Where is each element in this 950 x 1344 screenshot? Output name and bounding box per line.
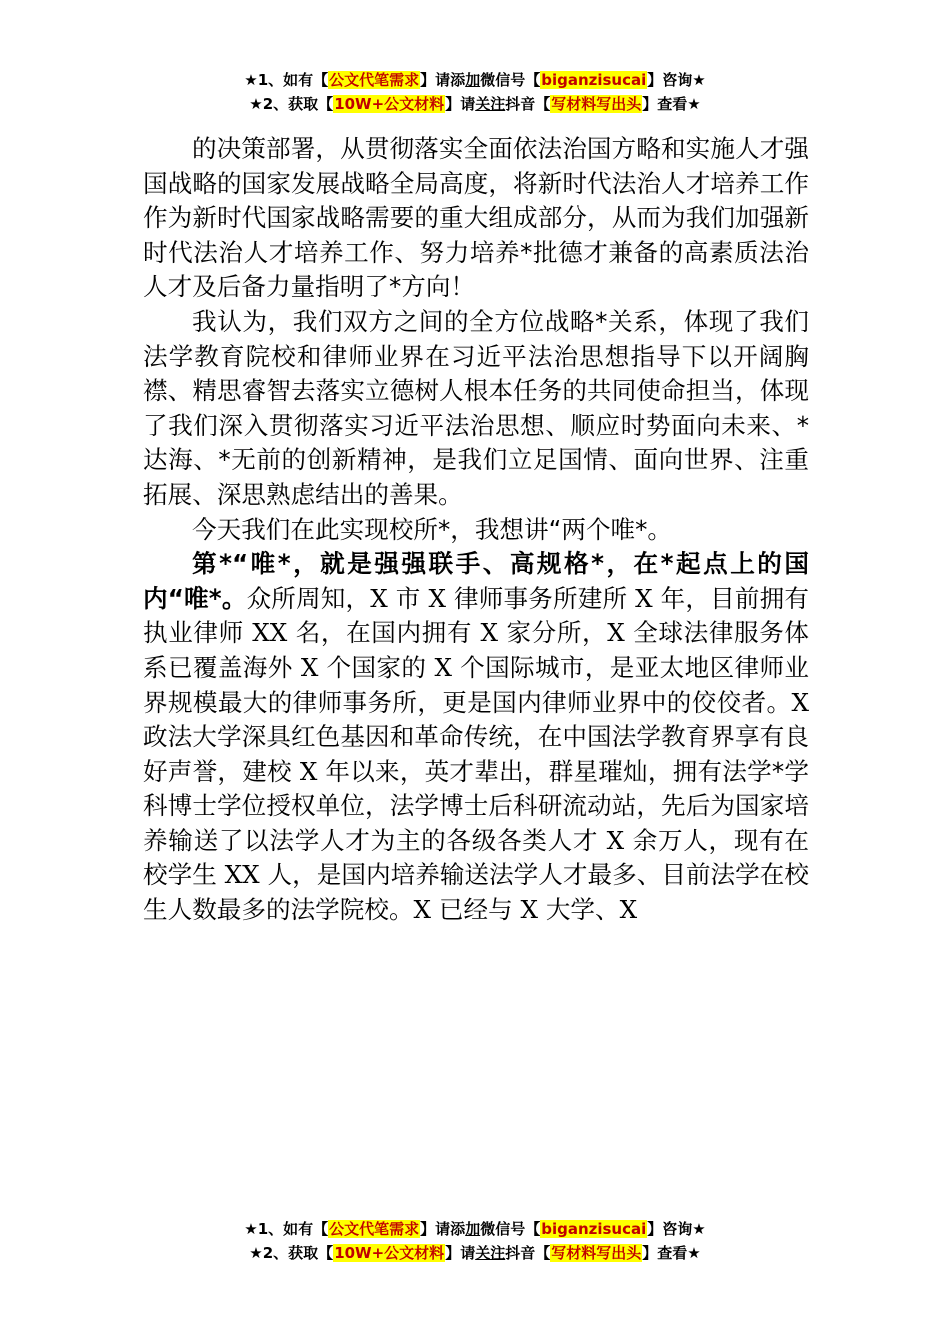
paragraph-4-text — [143, 584, 809, 924]
highlight-service: 公文代笔需求 — [329, 1220, 420, 1238]
placeholder-x: X — [370, 583, 388, 613]
placeholder-x: X — [428, 583, 447, 613]
placeholder-x: X — [520, 895, 538, 925]
text-segment: 大学、 — [538, 895, 620, 925]
placeholder-x: X — [607, 618, 625, 648]
document-body — [143, 132, 809, 928]
paragraph-4 — [143, 547, 809, 928]
placeholder-x: XX — [224, 860, 260, 890]
paragraph-1: 的决策部署，从贯彻落实全面依法治国方略和实施人才强国战略的国家发展战略全局高度，将新时代法治人才培养工作作为新时代国家战略需要的重大组成部分，从而为我们加强新时代法治人才培养工作、努力培养*批德才兼备的高素质法治人才及后备力量指明了*方向！ — [143, 134, 809, 302]
placeholder-x: X — [635, 583, 653, 613]
text-segment: 名，在国内拥有 — [287, 618, 481, 648]
placeholder-x: X — [606, 825, 625, 855]
text-segment: 众所周知， — [246, 583, 371, 613]
placeholder-x: X — [413, 895, 432, 925]
text-segment: 人，是国内培养输送法学人才最多、目前法学在校生人数最多的法学院校。 — [143, 860, 809, 925]
text-segment: 政法大学深具红色基因和革命传统，在中国法学教育界享有良好声誉，建校 — [143, 722, 809, 786]
text-segment: 年以来，英才辈出，群星璀灿，拥有法学*学科博士学位授权单位，法学博士后科研流动站，先后为国家培养输送了以法学人才为主的各级各类人才 — [143, 756, 809, 855]
text-segment: 市 — [387, 583, 429, 613]
text-segment: 全球法律服务体系已覆盖海外 — [143, 618, 809, 682]
highlight-douyin: 写材料写出头 — [551, 1244, 642, 1262]
footer-line-2: ★2、获取【10W+公文材料】请关注抖音【写材料写出头】查看★ — [249, 1244, 701, 1262]
highlight-materials: 10W+公文材料 — [334, 95, 445, 113]
header-banner — [0, 68, 950, 116]
highlight-wechat-id: biganzisucai — [541, 1220, 647, 1238]
placeholder-x: X — [434, 652, 452, 682]
text-segment: 已经与 — [431, 895, 521, 925]
placeholder-x: XX — [252, 618, 288, 648]
placeholder-x: X — [791, 687, 809, 717]
highlight-douyin: 写材料写出头 — [551, 95, 642, 113]
highlight-service: 公文代笔需求 — [329, 71, 420, 89]
placeholder-x: X — [619, 895, 638, 925]
highlight-wechat-id: biganzisucai — [541, 71, 647, 89]
placeholder-x: X — [299, 756, 318, 786]
text-segment: 余万人，现有在校学生 — [143, 825, 809, 890]
banner-line-1: ★1、如有【公文代笔需求】请添加微信号【biganzisucai】咨询★ — [244, 71, 706, 89]
highlight-materials: 10W+公文材料 — [334, 1244, 445, 1262]
paragraph-4-heading: 第*“唯*，就是强强联手、高规格*，在*起点上的国内“唯*。 — [143, 549, 809, 613]
text-segment: 家分所， — [498, 618, 608, 648]
placeholder-x: X — [300, 652, 319, 682]
footer-banner — [0, 1217, 950, 1265]
paragraph-3: 今天我们在此实现校所*，我想讲“两个唯*。 — [192, 514, 673, 544]
text-segment: 年，目前拥有执业律师 — [143, 583, 809, 648]
text-segment: 个国家的 — [318, 652, 435, 682]
text-segment: 个国际城市，是亚太地区律师业界规模最大的律师事务所，更是国内律师业界中的佼佼者。 — [143, 652, 809, 717]
text-segment: 律师事务所建所 — [446, 583, 636, 613]
paragraph-2: 我认为，我们双方之间的全方位战略*关系，体现了我们法学教育院校和律师业界在习近平法治思想指导下以开阔胸襟、精思睿智去落实立德树人根本任务的共同使命担当，体现了我们深入贯彻落实习近平法治思想、顺应时势面向未来、*达海、*无前的创新精神，是我们立足国情、面向世界、注重拓展、深思熟虑结出的善果。 — [143, 306, 809, 509]
placeholder-x: X — [480, 618, 499, 648]
banner-line-2: ★2、获取【10W+公文材料】请关注抖音【写材料写出头】查看★ — [249, 95, 701, 113]
footer-line-1: ★1、如有【公文代笔需求】请添加微信号【biganzisucai】咨询★ — [244, 1220, 706, 1238]
